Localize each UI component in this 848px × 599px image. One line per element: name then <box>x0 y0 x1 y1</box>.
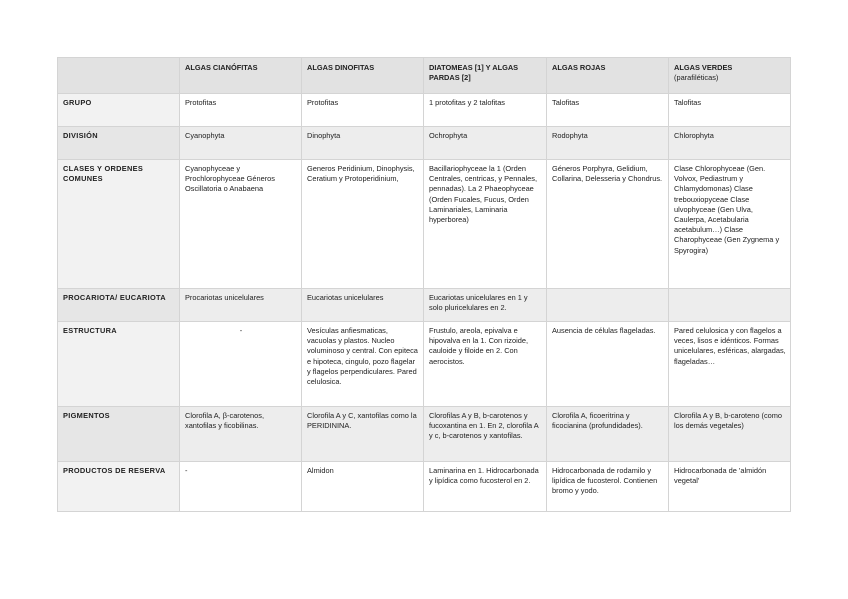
row-label-reserva: PRODUCTOS DE RESERVA <box>58 462 180 512</box>
table-cell: Frustulo, areola, epivalva e hipovalva en la 1. Con rizoide, cauloide y filoide en 2. Con aerocistos. <box>424 322 547 407</box>
column-title: ALGAS ROJAS <box>552 63 606 72</box>
table-header <box>58 58 791 94</box>
table-cell: Generos Peridinium, Dinophysis, Ceratium y Protoperidinium, <box>302 160 424 289</box>
table-row-division <box>58 127 791 160</box>
corner-cell <box>58 58 180 94</box>
table-row-procariota <box>58 289 791 322</box>
table-cell: Chlorophyta <box>669 127 791 160</box>
column-title: ALGAS VERDES <box>674 63 733 72</box>
table-cell: Clorofila A y B, b-caroteno (como los demás vegetales) <box>669 407 791 462</box>
table-cell: Clorofila A y C, xantofilas como la PERIDININA. <box>302 407 424 462</box>
column-title: ALGAS CIANÓFITAS <box>185 63 258 72</box>
column-header-cianofitas <box>180 58 302 94</box>
table-cell: - <box>180 322 302 407</box>
column-header-verdes <box>669 58 791 94</box>
table-cell: Vesículas anfiesmaticas, vacuolas y plastos. Nucleo voluminoso y central. Con epiteca e hipoteca, cingulo, pozo flagelar y flagelos perpendiculares. Pared celulosica. <box>302 322 424 407</box>
table-cell: Almidon <box>302 462 424 512</box>
column-title: DIATOMEAS [1] Y ALGAS PARDAS [2] <box>429 63 519 83</box>
row-label-clases: CLASES Y ORDENES COMUNES <box>58 160 180 289</box>
header-row <box>58 58 791 94</box>
table-cell: Bacillariophyceae la 1 (Orden Centrales, centricas, y Pennales, pennadas). La 2 Phaeophyceae (Orden Fucales, Fucus, Orden Laminariales, Laminaria hyperborea) <box>424 160 547 289</box>
table-row-estructura <box>58 322 791 407</box>
table-cell <box>547 289 669 322</box>
column-subtitle: (parafiléticas) <box>674 73 719 83</box>
table-cell: Procariotas unicelulares <box>180 289 302 322</box>
table-row-clases <box>58 160 791 289</box>
table-cell: Eucariotas unicelulares <box>302 289 424 322</box>
table-cell: Cyanophyta <box>180 127 302 160</box>
table-row-pigmentos <box>58 407 791 462</box>
table-cell: Hidrocarbonada de rodamilo y lipídica de fucosterol. Contienen bromo y yodo. <box>547 462 669 512</box>
table-cell: Ochrophyta <box>424 127 547 160</box>
table-body <box>58 94 791 512</box>
row-label-pigmentos: PIGMENTOS <box>58 407 180 462</box>
column-header-dinofitas <box>302 58 424 94</box>
table-cell: - <box>180 462 302 512</box>
table-cell: Pared celulosica y con flagelos a veces, lisos e idénticos. Formas unicelulares, esféricas, alargadas, flageladas… <box>669 322 791 407</box>
column-header-rojas <box>547 58 669 94</box>
row-label-grupo: GRUPO <box>58 94 180 127</box>
table-cell: Clorofilas A y B, b-carotenos y fucoxantina en 1. En 2, clorofila A y c, b-carotenos y xantofilas. <box>424 407 547 462</box>
table-cell: Protofitas <box>302 94 424 127</box>
table-cell: Clase Chlorophyceae (Gen. Volvox, Pediastrum y Chlamydomonas) Clase trebouxiopyceae Clase ulvophyceae (Gen Ulva, Caulerpa, Acetabularia acetabulum…) Clase Charophyceae (Gen Zygnema y Spyrogira) <box>669 160 791 289</box>
table-row-grupo <box>58 94 791 127</box>
table-cell: Hidrocarbonada de 'almidón vegetal' <box>669 462 791 512</box>
column-title: ALGAS DINOFITAS <box>307 63 375 72</box>
table-cell: Clorofila A, β-carotenos, xantofilas y ficobilinas. <box>180 407 302 462</box>
row-label-procariota: PROCARIOTA/ EUCARIOTA <box>58 289 180 322</box>
table-cell: Cyanophyceae y Prochlorophyceae Géneros Oscillatoria o Anabaena <box>180 160 302 289</box>
table-cell <box>669 289 791 322</box>
table-cell: Laminarina en 1. Hidrocarbonada y lipídica como fucosterol en 2. <box>424 462 547 512</box>
table-cell: Talofitas <box>669 94 791 127</box>
table-cell: Talofitas <box>547 94 669 127</box>
table-cell: Ausencia de células flageladas. <box>547 322 669 407</box>
table-cell: Géneros Porphyra, Gelidium, Collarina, Delesseria y Chondrus. <box>547 160 669 289</box>
table-row-reserva <box>58 462 791 512</box>
table-cell: Clorofila A, ficoeritrina y ficocianina (profundidades). <box>547 407 669 462</box>
table-cell: 1 protofitas y 2 talofitas <box>424 94 547 127</box>
row-label-division: DIVISIÓN <box>58 127 180 160</box>
table-cell: Rodophyta <box>547 127 669 160</box>
table-cell: Dinophyta <box>302 127 424 160</box>
algae-comparison-table <box>57 57 791 512</box>
column-header-diatomeas-pardas <box>424 58 547 94</box>
table-cell: Protofitas <box>180 94 302 127</box>
table-cell: Eucariotas unicelulares en 1 y solo pluricelulares en 2. <box>424 289 547 322</box>
row-label-estructura: ESTRUCTURA <box>58 322 180 407</box>
algae-comparison-document <box>57 57 790 512</box>
